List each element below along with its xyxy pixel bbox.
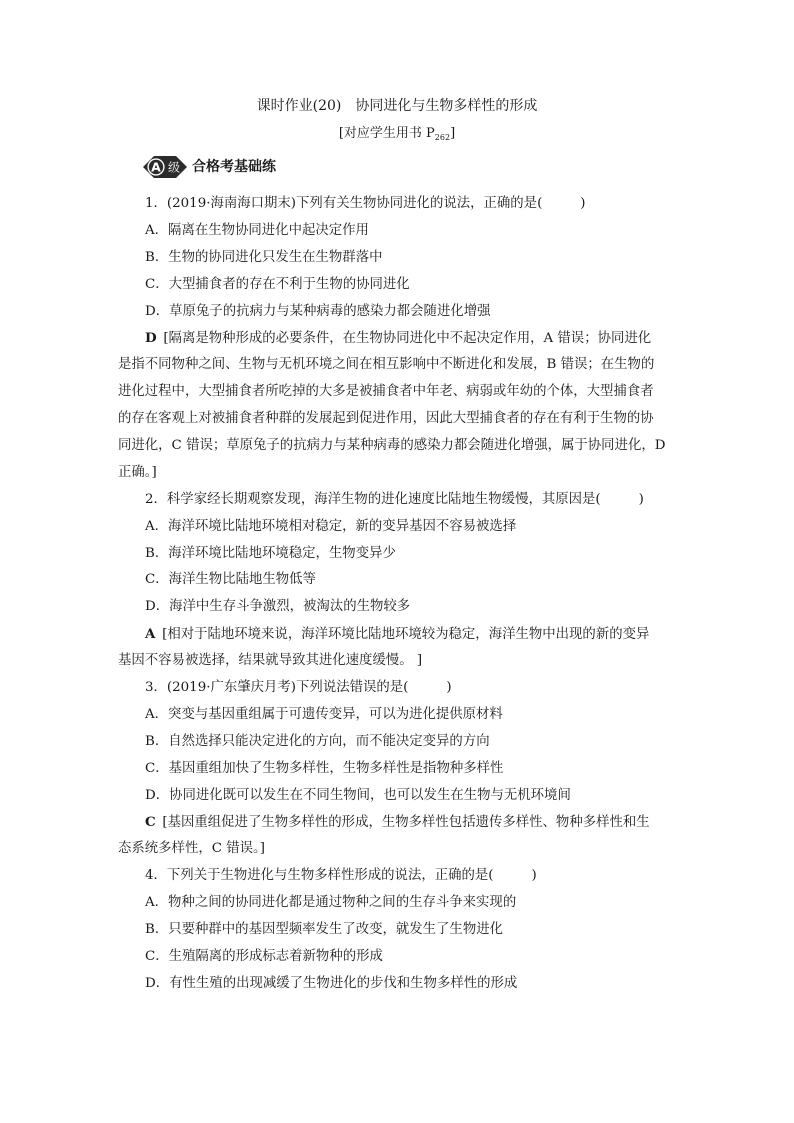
question-2-option-a: A．海洋环境比陆地环境相对稳定，新的变异基因不容易被选择 bbox=[145, 518, 517, 534]
level-heading bbox=[143, 156, 303, 178]
question-1-option-d: D．草原兔子的抗病力与某种病毒的感染力都会随进化增强 bbox=[145, 303, 491, 319]
question-1-option-b: B．生物的协同进化只发生在生物群落中 bbox=[145, 249, 383, 265]
question-3-answer: C bbox=[145, 814, 156, 831]
question-2-answer: A bbox=[145, 626, 156, 643]
question-2-stem bbox=[118, 487, 678, 514]
question-1-stem bbox=[118, 191, 678, 218]
question-2-option-d: D．海洋中生存斗争激烈，被淘汰的生物较多 bbox=[145, 599, 411, 615]
question-1-explanation-line: 进化过程中，大型捕食者所吃掉的大多是被捕食者中年老、病弱或年幼的个体，大型捕食者 bbox=[118, 384, 654, 400]
answer-blank-close: ) bbox=[638, 491, 644, 507]
question-4-option-c: C．生殖隔离的形成标志着新物种的形成 bbox=[145, 948, 383, 964]
explanation-text: [相对于陆地环境来说，海洋环境比陆地环境较为稳定，海洋生物中出现的新的变异 bbox=[162, 627, 650, 643]
question-3-explanation-line bbox=[118, 809, 678, 836]
answer-blank-close: ) bbox=[446, 680, 452, 696]
title-topic: 协同进化与生物多样性的形成 bbox=[355, 98, 538, 114]
question-1-explanation-line: 是指不同物种之间、生物与无机环境之间在相互影响中不断进化和发展，B 错误；在生物的 bbox=[118, 357, 655, 373]
question-1-explanation-line: 正确。] bbox=[118, 464, 157, 480]
level-badge-icon bbox=[143, 156, 187, 178]
title-lesson-number: 课时作业(20) bbox=[256, 98, 342, 114]
question-3-explanation-line: 态系统多样性，C 错误。] bbox=[118, 841, 265, 857]
question-4-option-d: D．有性生殖的出现减缓了生物进化的步伐和生物多样性的形成 bbox=[145, 975, 518, 991]
question-4-stem bbox=[118, 863, 678, 890]
question-3-option-a: A．突变与基因重组属于可遗传变异，可以为进化提供原材料 bbox=[145, 706, 503, 722]
question-4-option-a: A．物种之间的协同进化都是通过物种之间的生存斗争来实现的 bbox=[145, 895, 517, 911]
answer-blank-close: ) bbox=[580, 196, 586, 211]
question-stem-text: 3．(2019·广东肇庆月考)下列说法错误的是( bbox=[145, 680, 409, 696]
level-badge-letter: A bbox=[151, 159, 161, 175]
question-2-option-c: C．海洋生物比陆地生物低等 bbox=[145, 572, 316, 588]
question-2-explanation-line bbox=[118, 621, 678, 648]
explanation-text: [隔离是物种形成的必要条件，在生物协同进化中不起决定作用，A 错误；协同进化 bbox=[163, 331, 652, 347]
question-3-option-c: C．基因重组加快了生物多样性，生物多样性是指物种多样性 bbox=[145, 760, 504, 776]
question-3-stem bbox=[118, 675, 678, 702]
question-stem-text: 4．下列关于生物进化与生物多样性形成的说法，正确的是( bbox=[145, 868, 494, 884]
level-badge-text: 级 bbox=[167, 160, 181, 175]
subtitle-text: [对应学生用书 P bbox=[338, 126, 435, 141]
question-stem-text: 1．(2019·海南海口期末)下列有关生物协同进化的说法，正确的是( bbox=[145, 196, 543, 211]
level-label: 合格考基础练 bbox=[192, 159, 276, 175]
answer-blank-close: ) bbox=[531, 868, 537, 884]
subtitle-close: ] bbox=[450, 126, 456, 141]
question-1-option-a: A．隔离在生物协同进化中起决定作用 bbox=[145, 222, 369, 238]
question-4-option-b: B．只要种群中的基因型频率发生了改变，就发生了生物进化 bbox=[145, 922, 503, 938]
question-list bbox=[118, 191, 678, 998]
question-stem-text: 2．科学家经长期观察发现，海洋生物的进化速度比陆地生物缓慢，其原因是( bbox=[145, 491, 601, 507]
question-1-explanation-line: 同进化，C 错误；草原兔子的抗病力与某种病毒的感染力都会随进化增强，属于协同进化，D bbox=[118, 438, 666, 454]
question-3-option-b: B．自然选择只能决定进化的方向，而不能决定变异的方向 bbox=[145, 733, 490, 749]
question-1-option-c: C．大型捕食者的存在不利于生物的协同进化 bbox=[145, 276, 410, 292]
question-3-option-d: D．协同进化既可以发生在不同生物间，也可以发生在生物与无机环境间 bbox=[145, 787, 571, 803]
question-2-option-b: B．海洋环境比陆地环境稳定，生物变异少 bbox=[145, 545, 396, 561]
explanation-text: [基因重组促进了生物多样性的形成，生物多样性包括遗传多样性、物种多样性和生 bbox=[162, 815, 650, 831]
subtitle-page-number: 262 bbox=[434, 133, 451, 142]
page-title bbox=[0, 97, 794, 115]
question-2-explanation-line: 基因不容易被选择，结果就导致其进化速度缓慢。 ] bbox=[118, 653, 423, 669]
page-subtitle bbox=[0, 125, 794, 147]
question-1-answer: D bbox=[145, 330, 157, 347]
question-1-explanation-line: 的存在客观上对被捕食者种群的发展起到促进作用，因此大型捕食者的存在有利于生物的协 bbox=[118, 411, 654, 427]
question-1-explanation-line bbox=[118, 325, 678, 352]
